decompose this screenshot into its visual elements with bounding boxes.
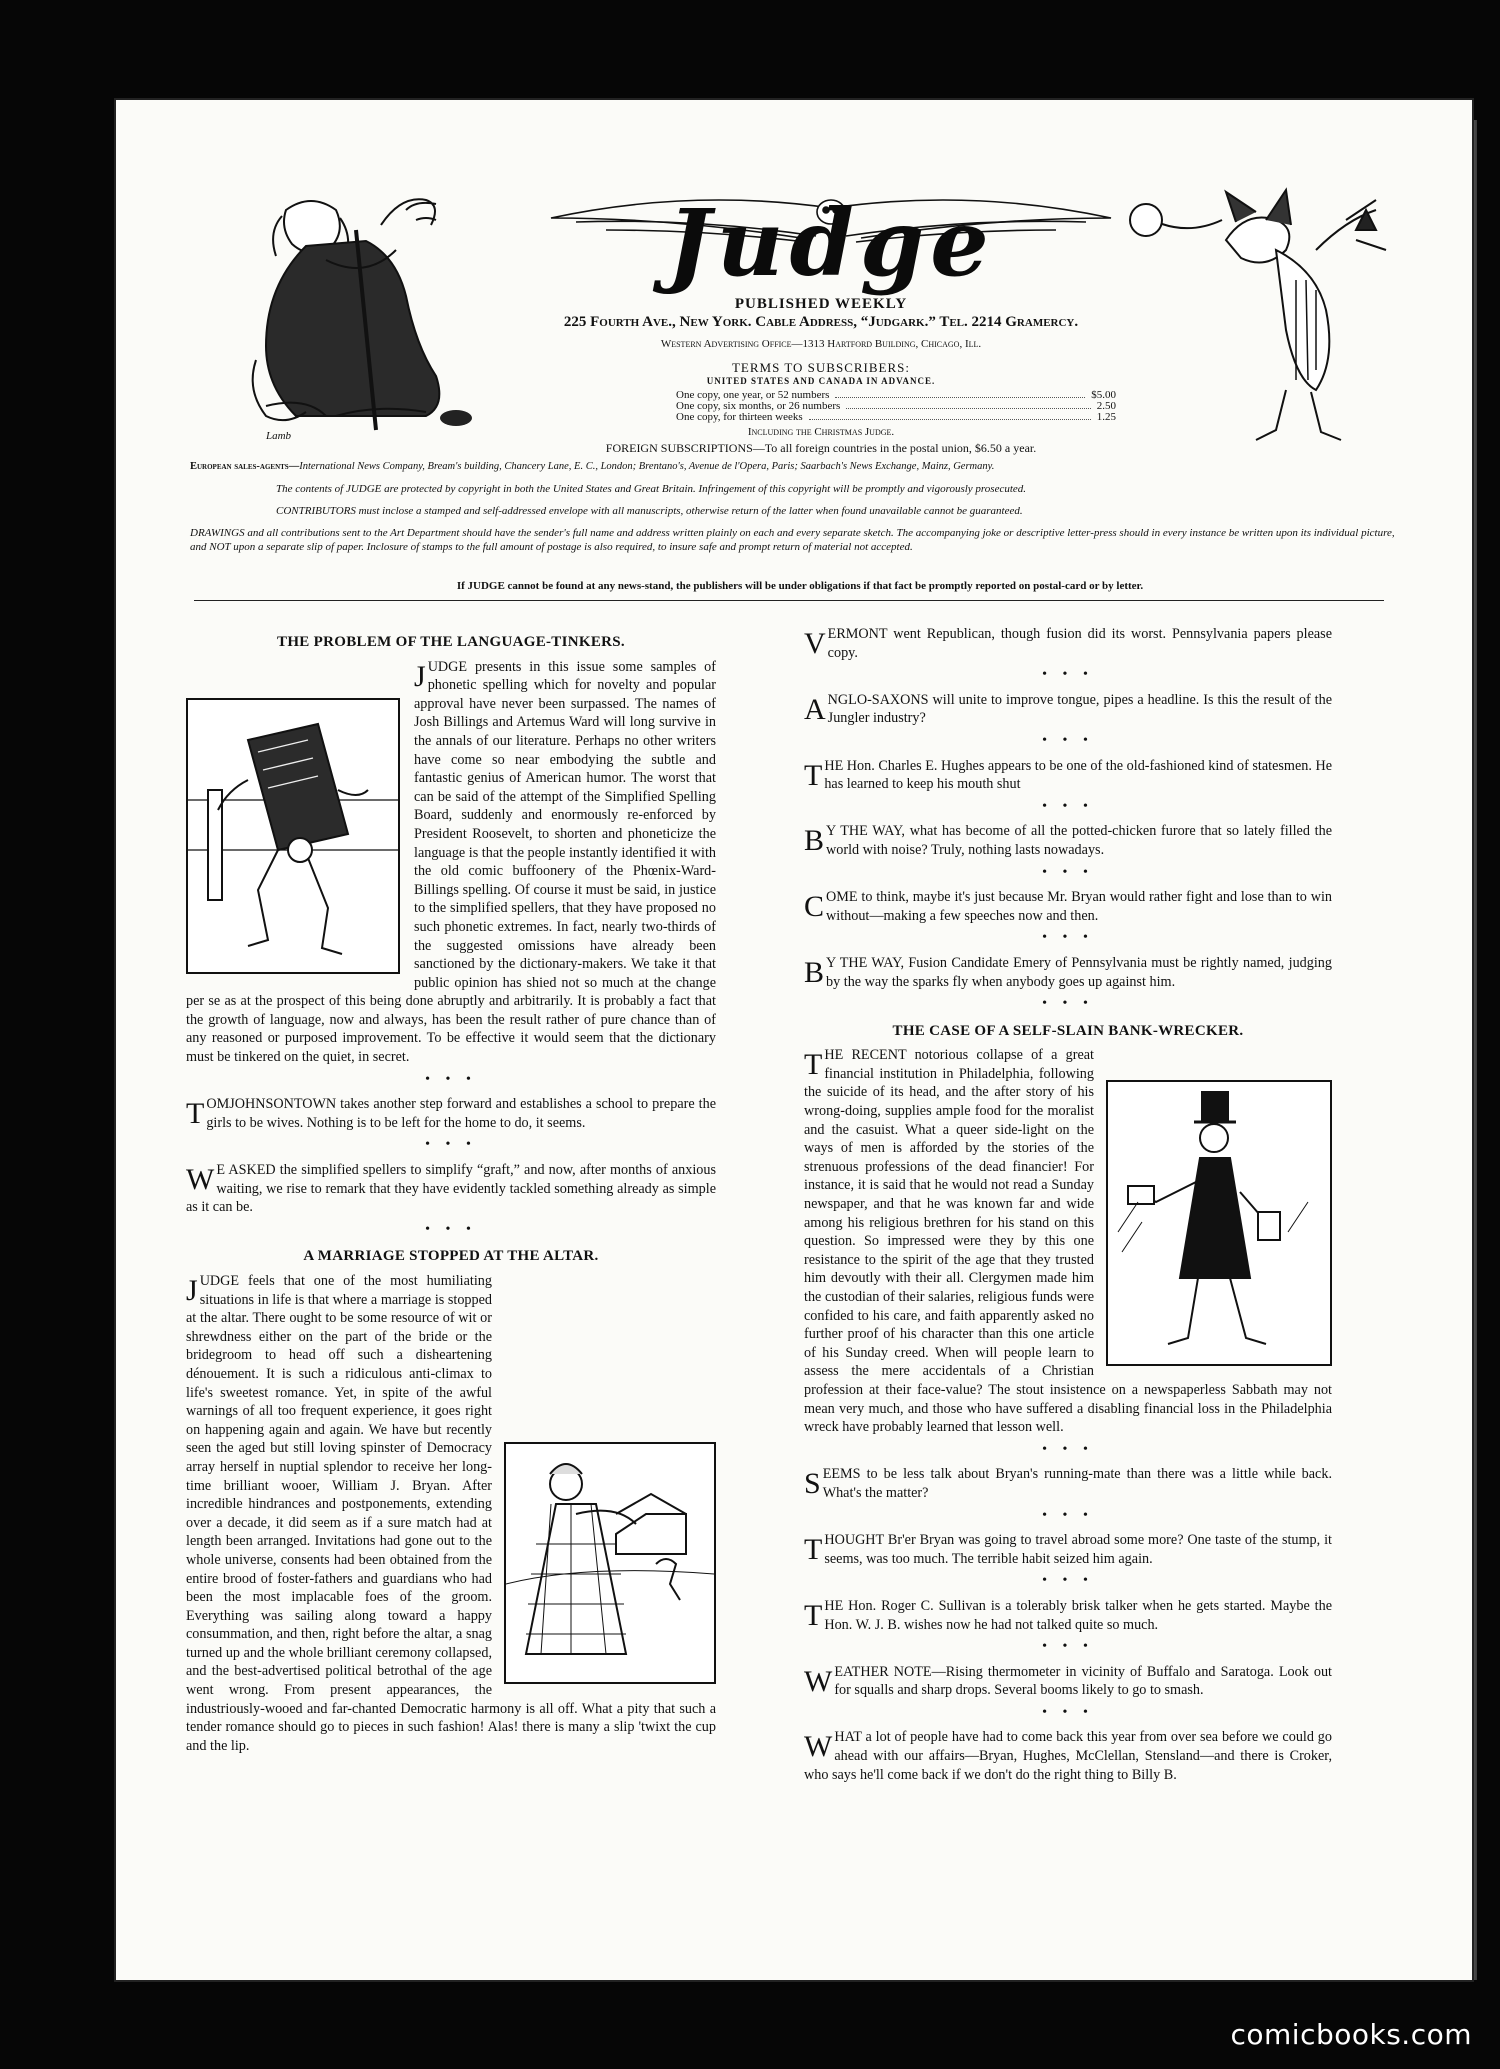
paragraph-weather-note: WEATHER NOTE—Rising thermometer in vicinity of Buffalo and Saratoga. Look out for squalls and sharp drops. Several booms likely to go to smash. [804,1663,1332,1699]
separator: • • • [1042,667,1094,683]
paragraph-vermont: VERMONT went Republican, though fusion did its worst. Pennsylvania papers please copy. [804,626,1332,661]
paragraph-travel-abroad: THOUGHT Br'er Bryan was going to travel abroad some more? One taste of the stump, it seems, was too much. The terrible habit seized him again. [804,1532,1332,1567]
heading-language-tinkers: THE PROBLEM OF THE LANGUAGE-TINKERS. [277,634,625,650]
paragraph-tomjohnsontown: TOMJOHNSONTOWN takes another step forward and establishes a school to prepare the girls to be wives. Nothing is to be left for the home to do, it seems. [186,1096,716,1131]
terms-subheading: UNITED STATES AND CANADA IN ADVANCE. [706,376,936,386]
terms-heading: TERMS TO SUBSCRIBERS: [731,360,910,375]
judge-title: Judge [667,189,995,297]
published-weekly: PUBLISHED WEEKLY [734,296,908,312]
separator: • • • [425,1071,477,1087]
paragraph-language-tinkers: JUDGE presents in this issue some samples of phonetic spelling which for novelty and popular approval have never been surpassed. The names of Josh Billings and Artemus Ward will long survive in the annals of our literature. Perhaps no other writers have come so near embodying the subtle and fantastic genius of American humor. The worst that can be said of the attempt of the Simplified Spelling Board, suddenly and enormously re-enforced by President Roosevelt, to shorten and phoneticize the language is that the people instantly identified it with the old comic buffoonery of the Phœnix-Ward-Billings spelling. Of course it must be said, in justice to the simplified spellers, that they have proposed no such phonetic extremes. In fact, nearly two-thirds of the suggested omissions have already been sanctioned by the dictionary-makers. We take it that public opinion has shied not so much at the change per se as at the prospect of this being done abruptly and arbitrarily. It is probably a fact that the growth of language, now and always, has been the result rather of pure chance than of any reasoned or purposed improvement. To be effective it would seem that the dictionary must be tinkered on the quiet, in secret. [186,658,716,1066]
paragraph-bryan-fight: COME to think, maybe it's just because Mr. Bryan would rather fight and lose than to win without—making a few speeches now and then. [804,889,1332,924]
spinster-illustration [506,1444,714,1682]
subscription-rates [676,390,1116,423]
paragraph-anglo-saxons: ANGLO-SAXONS will unite to improve tongue, pipes a headline. Is this the result of the Jungler industry? [804,691,1332,727]
paragraph-bank-wrecker: THE RECENT notorious collapse of a great financial institution in Philadelphia, following the suicide of its head, and the after story of his wrong-doing, supplies ample food for the moralist and the casuist. What a queer side-light on the ways of men is afforded by the stories of the strenuous professions of the dead financier! For instance, it is said that he would not read a Sunday newspaper, and that he was known far and wide among his religious brethren for his stand on this question. So impressed were they by this one resistance to the spirit of the age that they trusted him devoutly with their all. Clergymen made him the custodian of their salaries, religious funds were confided to his care, and faith apparently asked no further proof of his character than this one article of his Sunday creed. When will people learn to assess the mere accidentals of a Christian profession at their face-value? The stout insistence on a newspaperless Sabbath may not mean very much, and those who have suffered a disabling financial loss in the Philadelphia wreck have probably learned that lesson well. [804,1047,1332,1436]
separator: • • • [425,1221,477,1237]
contributors-notice: CONTRIBUTORS must inclose a stamped and self-addressed envelope with all manuscripts, otherwise return of the latter when found unavailable cannot be guaranteed. [276,505,1023,517]
masthead-rule [194,600,1384,601]
financier-illustration [1108,1082,1330,1364]
spelling-cartoon [186,698,400,974]
left-column [186,625,716,1757]
paragraph-potted-chicken: B Y THE WAY, what has become of all the potted-chicken furore that so lately filled the world with noise? Truly, nothing lasts nowadays. [804,823,1332,858]
separator: • • • [1042,930,1094,946]
paragraph-running-mate: SEEMS to be less talk about Bryan's running-mate than there was a little while back. What's the matter? [804,1466,1332,1501]
separator: • • • [1042,1507,1094,1523]
magazine-page [116,100,1472,1980]
separator: • • • [1042,798,1094,814]
separator: • • • [1042,732,1094,748]
separator: • • • [1042,996,1094,1012]
masthead [116,100,1472,600]
heading-marriage-stopped: A MARRIAGE STOPPED AT THE ALTAR. [303,1248,599,1265]
foreign-subscriptions: FOREIGN SUBSCRIPTIONS—To all foreign countries in the postal union, $6.50 a year. [605,441,1037,455]
paragraph-sullivan: THE Hon. Roger C. Sullivan is a tolerably brisk talker when he gets started. Maybe the Hon. W. J. B. wishes now he had not talked quite so much. [804,1597,1332,1633]
paragraph-marriage: JUDGE feels that one of the most humiliating situations in life is that where a marriage is stopped at the altar. There ought to be some resource of wit or shrewdness either on the part of the bride or the bridegroom to head off such a disheartening dénouement. It is such a ridiculous anti-climax to life's sweetest romance. Yet, in spite of the awful warnings of all too frequent experience, it goes right on happening again and again. We have but recently seen the aged but still loving spinster of Democracy array herself in nuptial splendor to receive her long-time brilliant wooer, William J. Bryan. After incredible hindrances and postponements, extending over a decade, it did seem as if a sure match had at length been arranged. Invitations had gone out to the whole universe, consents had been obtained from the entire brood of foster-fathers and guardians who had been the most implacable foes of the groom. Everything was sailing along toward a happy consummation, and then, right before the altar, a snag turned up and the whole brilliant ceremony collapsed, and the best-advertised political betrothal of the age went wrong. From present appearances, the industriously-wooed and far-chanted Democratic harmony is all off. What a pity that such a tender romance should go to pieces in such fashion! Alas! there is many a slip 'twixt the cup and the lip. [186,1273,716,1754]
judge-logo [546,178,1116,308]
including-christmas: Including the Christmas Judge. [747,426,895,438]
rate-row: One copy, one year, or 52 numbers $5.00 [676,389,1116,401]
heading-bank-wrecker: THE CASE OF A SELF-SLAIN BANK-WRECKER. [892,1022,1244,1039]
newsstand-notice: If JUDGE cannot be found at any news-stand, the publishers will be under obligations if that fact be promptly reported on postal-card or by letter. [456,580,1144,592]
separator: • • • [1042,1639,1094,1655]
rate-row: One copy, for thirteen weeks 1.25 [676,411,1116,423]
copyright-notice: The contents of JUDGE are protected by copyright in both the United States and Great Britain. Infringement of this copyright will be promptly and vigorously prosecuted. [276,483,1027,495]
artist-signature: Lamb [266,430,292,442]
right-column [804,625,1332,1786]
separator: • • • [1042,1573,1094,1589]
paragraph-graft: W E ASKED the simplified spellers to simplify “graft,” and now, after months of anxious waiting, we rise to remark that they have evidently tackled something already as simple as it can be. [186,1162,716,1216]
watermark: comicbooks.com [1230,2018,1472,2051]
drawings-notice: DRAWINGS and all contributions sent to the Art Department should have the sender's full name and address written plainly on each and every separate sketch. The accompanying joke or descriptive letter-press should in every instance be written upon its individual picture, and NOT upon a separate slip of paper. Inclosure of stamps to the full amount of postage is also required, to insure safe and prompt return of material not accepted. [190,527,1395,553]
separator: • • • [1042,1441,1094,1457]
paragraph-come-back: WHAT a lot of people have had to come back this year from over sea before we could go ahead with our affairs—Bryan, Hughes, McClellan, Stensland—and there is Croker, who says he'll come back if we don't do the right thing to Billy B. [804,1729,1332,1783]
rate-row: One copy, six months, or 26 numbers 2.50 [676,400,1116,412]
separator: • • • [1042,864,1094,880]
european-agents: European sales-agents—International News Company, Bream's building, Chancery Lane, E. C., London; Brentano's, Avenue de l'Opera, Paris; Saarbach's News Exchange, Mainz, Germany. [190,461,995,472]
separator: • • • [1042,1704,1094,1720]
western-office: Western Advertising Office—1313 Hartford Building, Chicago, Ill. [660,338,982,350]
paragraph-emery: B Y THE WAY, Fusion Candidate Emery of Pennsylvania must be rightly named, judging by the way the sparks fly when anybody goes up against him. [804,954,1332,990]
walking-book-illustration [188,700,398,972]
financier-cartoon [1106,1080,1332,1366]
publisher-address: 225 Fourth Ave., New York. Cable Address, “Judgark.” Tel. 2214 Gramercy. [563,314,1079,330]
paragraph-hughes: THE Hon. Charles E. Hughes appears to be one of the old-fashioned kind of statesmen. He has learned to keep his mouth shut [804,757,1332,793]
separator: • • • [425,1137,477,1153]
marriage-cartoon [504,1442,716,1684]
